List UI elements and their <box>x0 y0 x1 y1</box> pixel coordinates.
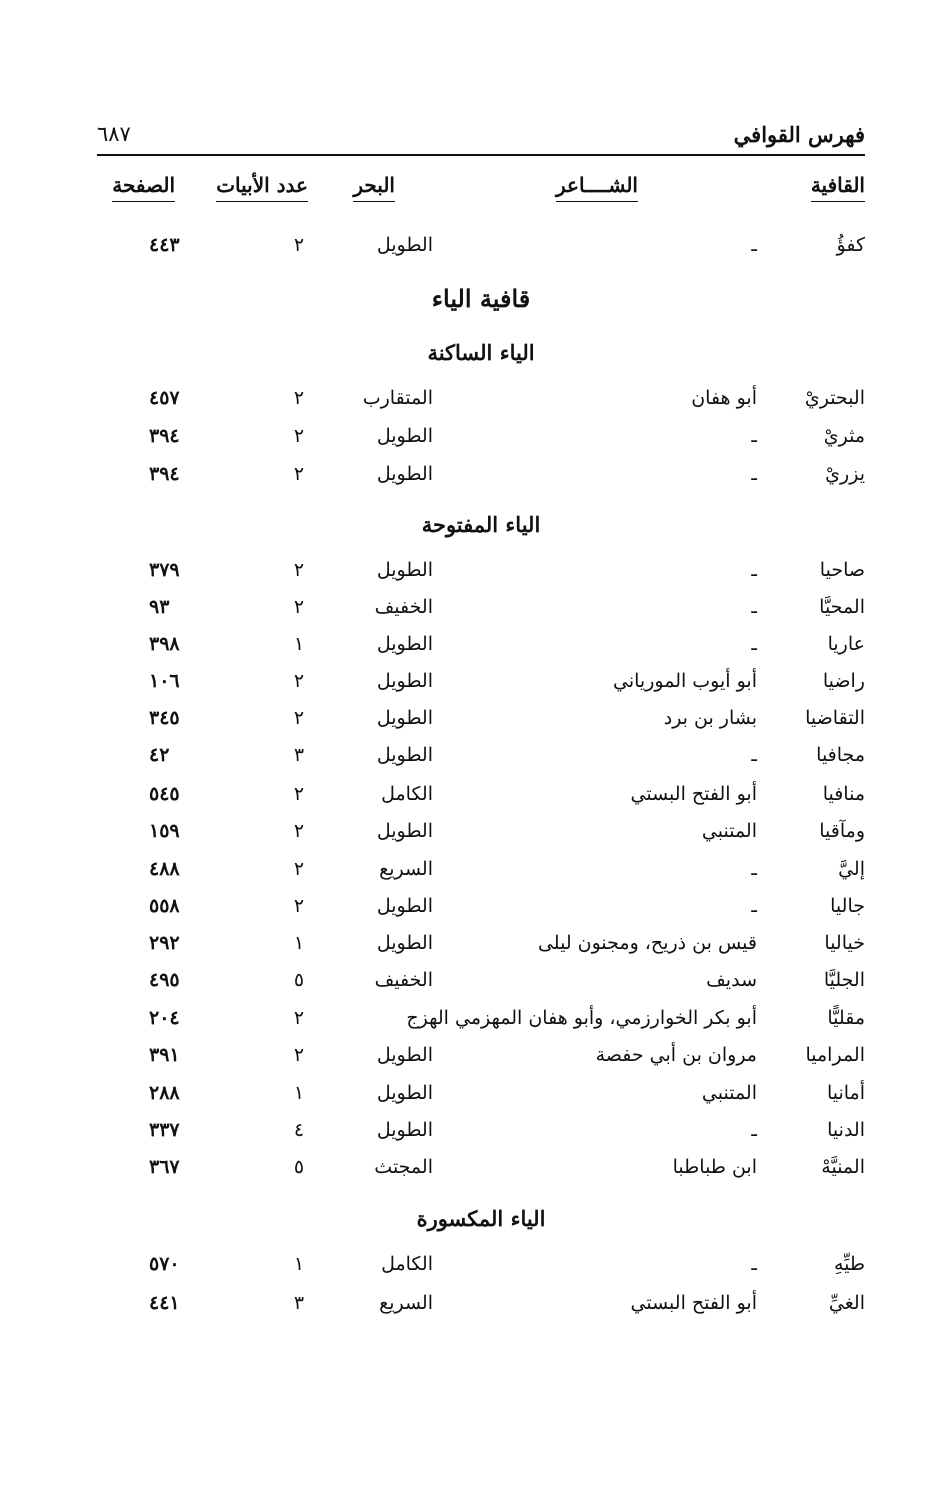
page-cell: ٢٩٢ <box>149 932 180 954</box>
qafia-cell: البحتريْ <box>804 387 865 409</box>
bahr-cell: الطويل <box>376 895 433 917</box>
bahr-cell: الطويل <box>376 932 433 954</box>
group-title: الياء المفتوحة <box>421 512 541 537</box>
count-cell: ٢ <box>293 387 305 409</box>
page-cell: ٣٣٧ <box>149 1119 180 1141</box>
count-cell: ٢ <box>293 559 305 581</box>
count-cell: ٢ <box>293 1044 305 1066</box>
count-cell: ٢ <box>293 820 305 842</box>
index-row <box>97 418 865 454</box>
index-row <box>97 1149 865 1185</box>
bahr-cell: الطويل <box>376 820 433 842</box>
bahr-cell: الخفيف <box>374 596 433 618</box>
index-row <box>97 663 865 699</box>
bahr-cell: الطويل <box>376 234 433 256</box>
count-cell: ٢ <box>293 425 305 447</box>
count-cell: ٢ <box>293 1007 305 1029</box>
index-row <box>97 1037 865 1073</box>
count-cell: ٥ <box>293 969 305 991</box>
poet-cell: قيس بن ذريح، ومجنون ليلى <box>537 932 757 954</box>
count-cell: ٢ <box>293 596 305 618</box>
poet-cell: ـ <box>751 234 757 256</box>
qafia-cell: كفؤُ <box>836 234 865 256</box>
column-header-bahr: البحر <box>353 173 395 202</box>
bahr-cell: المجتث <box>374 1156 433 1178</box>
bahr-cell: الكامل <box>381 1253 433 1275</box>
count-cell: ٢ <box>293 783 305 805</box>
count-cell: ٣ <box>293 1292 305 1314</box>
bahr-cell: السريع <box>379 1292 433 1314</box>
poet-cell: بشار بن برد <box>663 707 757 729</box>
count-cell: ٢ <box>293 895 305 917</box>
poet-cell: المتنبي <box>701 1082 757 1104</box>
count-cell: ١ <box>293 932 305 954</box>
index-row <box>97 1285 865 1321</box>
qafia-cell: إليَّ <box>838 858 865 880</box>
section-title: قافية الياء <box>431 284 531 313</box>
index-row <box>97 227 865 263</box>
poet-cell: ـ <box>751 425 757 447</box>
count-cell: ٤ <box>293 1119 305 1141</box>
poet-cell: أبو الفتح البستي <box>630 783 757 805</box>
count-cell: ٢ <box>293 707 305 729</box>
poet-cell: أبو هفان <box>691 387 757 409</box>
qafia-cell: المراميا <box>805 1044 865 1066</box>
poet-cell: مروان بن أبي حفصة <box>595 1044 757 1066</box>
poet-cell: ابن طباطبا <box>672 1156 757 1178</box>
qafia-cell: التقاضيا <box>805 707 865 729</box>
index-row <box>97 1000 865 1036</box>
running-header <box>97 118 865 156</box>
count-cell: ٢ <box>293 670 305 692</box>
index-row <box>97 813 865 849</box>
index-row <box>97 888 865 924</box>
page-cell: ٩٣ <box>149 596 170 618</box>
index-row <box>97 1112 865 1148</box>
bahr-cell: الطويل <box>376 1082 433 1104</box>
qafia-cell: الجليَّا <box>823 969 865 991</box>
qafia-cell: صاحيا <box>819 559 865 581</box>
qafia-cell: طيِّهِ <box>833 1253 865 1275</box>
bahr-cell: الطويل <box>376 463 433 485</box>
poet-cell: أبو أيوب المورياني <box>613 670 757 692</box>
bahr-cell: الطويل <box>376 707 433 729</box>
page-cell: ٥٧٠ <box>149 1253 180 1275</box>
qafia-cell: خياليا <box>824 932 865 954</box>
bahr-cell: السريع <box>379 858 433 880</box>
index-row <box>97 1075 865 1111</box>
poet-cell: ـ <box>751 1253 757 1275</box>
bahr-cell: الكامل <box>381 783 433 805</box>
column-header-poet: الشــــاعر <box>556 173 638 202</box>
page-cell: ١٠٦ <box>149 670 180 692</box>
count-cell: ١ <box>293 1082 305 1104</box>
poet-cell: ـ <box>751 744 757 766</box>
page-cell: ٣٦٧ <box>149 1156 180 1178</box>
index-row <box>97 700 865 736</box>
poet-cell: المتنبي <box>701 820 757 842</box>
index-row <box>97 589 865 625</box>
poet-cell: أبو بكر الخوارزمي، وأبو هفان المهزمي الهزج <box>406 1007 757 1029</box>
column-header-qafia: القافية <box>811 173 865 202</box>
page-cell: ٤٨٨ <box>149 858 180 880</box>
bahr-cell: الطويل <box>376 425 433 447</box>
poet-cell: ـ <box>751 1119 757 1141</box>
qafia-cell: راضيا <box>822 670 865 692</box>
qafia-cell: يزريْ <box>825 463 865 485</box>
count-cell: ٥ <box>293 1156 305 1178</box>
index-row <box>97 851 865 887</box>
bahr-cell: الطويل <box>376 744 433 766</box>
index-row <box>97 776 865 812</box>
count-cell: ٣ <box>293 744 305 766</box>
bahr-cell: المتقارب <box>362 387 433 409</box>
qafia-cell: المنيَّهْ <box>821 1156 865 1178</box>
count-cell: ١ <box>293 1253 305 1275</box>
count-cell: ٢ <box>293 463 305 485</box>
count-cell: ٢ <box>293 858 305 880</box>
page-cell: ٤٥٧ <box>149 387 180 409</box>
page-cell: ٥٤٥ <box>149 783 180 805</box>
qafia-cell: منافيا <box>822 783 865 805</box>
page-cell: ٤٩٥ <box>149 969 180 991</box>
poet-cell: أبو الفتح البستي <box>630 1292 757 1314</box>
page-cell: ١٥٩ <box>149 820 180 842</box>
count-cell: ٢ <box>293 234 305 256</box>
poet-cell: ـ <box>751 559 757 581</box>
page-cell: ٣٩٨ <box>149 633 180 655</box>
poet-cell: ـ <box>751 858 757 880</box>
poet-cell: ـ <box>751 633 757 655</box>
poet-cell: ـ <box>751 895 757 917</box>
page-cell: ٤٤١ <box>149 1292 180 1314</box>
column-header-count: عدد الأبيات <box>216 173 308 202</box>
qafia-cell: مثريْ <box>823 425 865 447</box>
page-cell: ٣٩٤ <box>149 425 180 447</box>
page-cell: ٣٩٤ <box>149 463 180 485</box>
index-row <box>97 925 865 961</box>
poet-cell: سديف <box>706 969 757 991</box>
qafia-cell: جاليا <box>830 895 865 917</box>
bahr-cell: الخفيف <box>374 969 433 991</box>
running-title: فهرس القوافي <box>733 122 865 147</box>
page-cell: ٣٩١ <box>149 1044 180 1066</box>
page-cell: ٢٠٤ <box>149 1007 180 1029</box>
qafia-cell: الغيِّ <box>828 1292 865 1314</box>
qafia-cell: أمانيا <box>826 1082 865 1104</box>
index-row <box>97 737 865 773</box>
group-title: الياء المكسورة <box>416 1206 546 1231</box>
poet-cell: ـ <box>751 596 757 618</box>
page-cell: ٣٤٥ <box>149 707 180 729</box>
column-header-page: الصفحة <box>112 173 175 202</box>
bahr-cell: الطويل <box>376 670 433 692</box>
index-row <box>97 456 865 492</box>
index-row <box>97 552 865 588</box>
bahr-cell: الطويل <box>376 559 433 581</box>
page-number: ٦٨٧ <box>97 122 131 146</box>
page-cell: ٢٨٨ <box>149 1082 180 1104</box>
count-cell: ١ <box>293 633 305 655</box>
qafia-cell: مجافيا <box>816 744 865 766</box>
qafia-cell: المحيَّا <box>819 596 865 618</box>
page-cell: ٤٤٣ <box>149 234 180 256</box>
page-cell: ٣٧٩ <box>149 559 180 581</box>
bahr-cell: الطويل <box>376 633 433 655</box>
qafia-cell: مقليًّا <box>827 1007 865 1029</box>
page-cell: ٥٥٨ <box>149 895 180 917</box>
group-title: الياء الساكنة <box>427 340 535 365</box>
index-row <box>97 380 865 416</box>
qafia-cell: الدنيا <box>827 1119 865 1141</box>
index-row <box>97 1246 865 1282</box>
poet-cell: ـ <box>751 463 757 485</box>
index-row <box>97 962 865 998</box>
bahr-cell: الطويل <box>376 1119 433 1141</box>
page-cell: ٤٢ <box>149 744 170 766</box>
qafia-cell: ومآقيا <box>819 820 865 842</box>
qafia-cell: عاريا <box>827 633 865 655</box>
index-row <box>97 626 865 662</box>
bahr-cell: الطويل <box>376 1044 433 1066</box>
